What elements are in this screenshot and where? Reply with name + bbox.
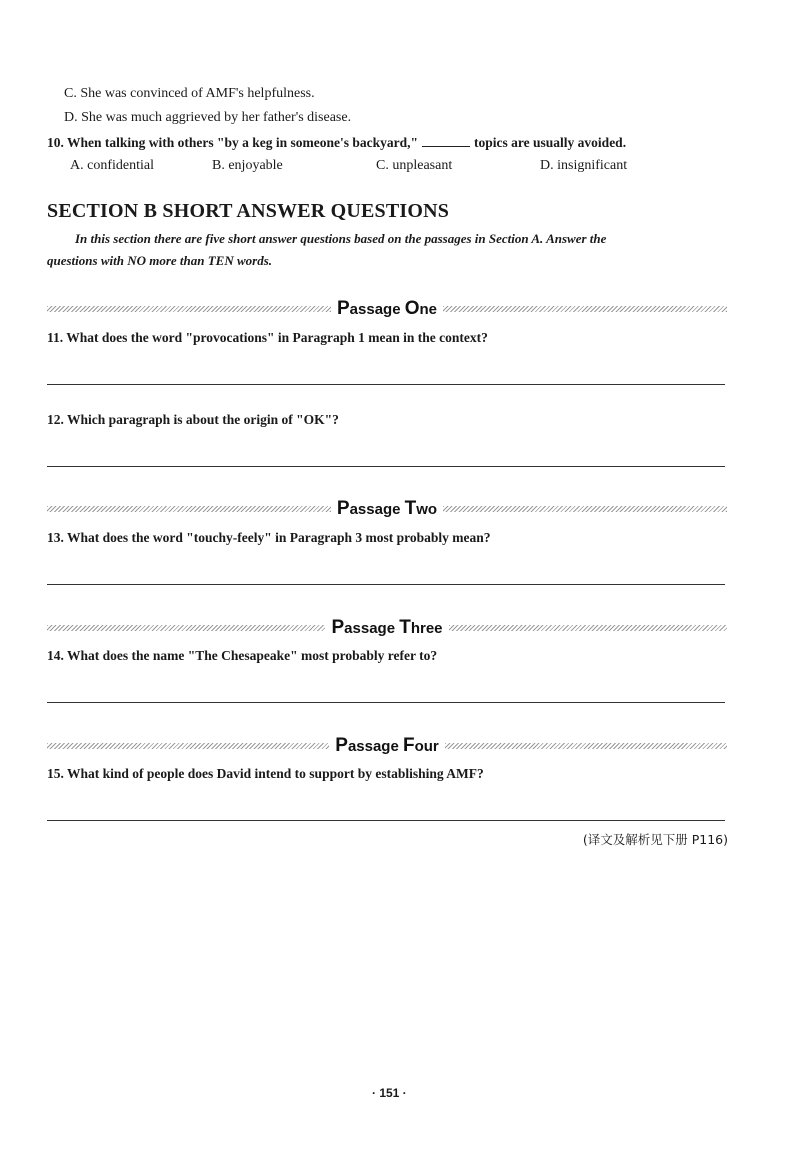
q10-stem — [47, 134, 626, 151]
section-b-instruction-2: questions with NO more than TEN words. — [47, 253, 273, 268]
hatch-right — [445, 743, 727, 749]
q10-stem-after: topics are usually avoided. — [474, 135, 627, 150]
answer-reference: (译文及解析见下册 P116) — [582, 832, 728, 847]
section-b-instruction-1: In this section there are five short answer questions based on the passages in Section A. Answer the — [75, 231, 607, 246]
passage-four-header — [47, 735, 727, 757]
hatch-left — [47, 306, 331, 312]
passage-two-title: Passage Two — [336, 498, 438, 519]
q9-option-c: C. She was convinced of AMF's helpfulness. — [64, 86, 315, 101]
question-14: 14. What does the name "The Chesapeake" most probably refer to? — [47, 648, 438, 663]
section-b-title: SECTION B SHORT ANSWER QUESTIONS — [47, 200, 450, 222]
hatch-left — [47, 625, 325, 631]
passage-two-header — [47, 498, 727, 520]
answer-line-13[interactable] — [47, 584, 725, 585]
q10-option-c: C. unpleasant — [376, 158, 453, 173]
question-12: 12. Which paragraph is about the origin of "OK"? — [47, 412, 339, 427]
hatch-left — [47, 506, 331, 512]
q10-option-d: D. insignificant — [540, 158, 628, 173]
passage-four-title: Passage Four — [335, 735, 439, 756]
passage-three-title: Passage Three — [331, 617, 443, 638]
answer-line-14[interactable] — [47, 702, 725, 703]
question-15: 15. What kind of people does David intend to support by establishing AMF? — [47, 766, 484, 781]
q10-option-b: B. enjoyable — [212, 158, 283, 173]
q10-option-a: A. confidential — [70, 158, 154, 173]
q10-stem-before: 10. When talking with others "by a keg in someone's backyard," — [47, 135, 419, 150]
hatch-right — [449, 625, 727, 631]
q10-blank — [422, 134, 470, 147]
passage-one-header — [47, 298, 727, 320]
page-number: · 151 · — [372, 1086, 407, 1100]
passage-three-header — [47, 617, 727, 639]
hatch-right — [443, 306, 727, 312]
hatch-right — [443, 506, 727, 512]
question-11: 11. What does the word "provocations" in Paragraph 1 mean in the context? — [47, 330, 488, 345]
hatch-left — [47, 743, 329, 749]
passage-one-title: Passage One — [336, 298, 438, 319]
question-13: 13. What does the word "touchy-feely" in Paragraph 3 most probably mean? — [47, 530, 491, 545]
answer-line-11[interactable] — [47, 384, 725, 385]
q9-option-d: D. She was much aggrieved by her father's disease. — [64, 110, 352, 125]
answer-line-12[interactable] — [47, 466, 725, 467]
answer-line-15[interactable] — [47, 820, 725, 821]
